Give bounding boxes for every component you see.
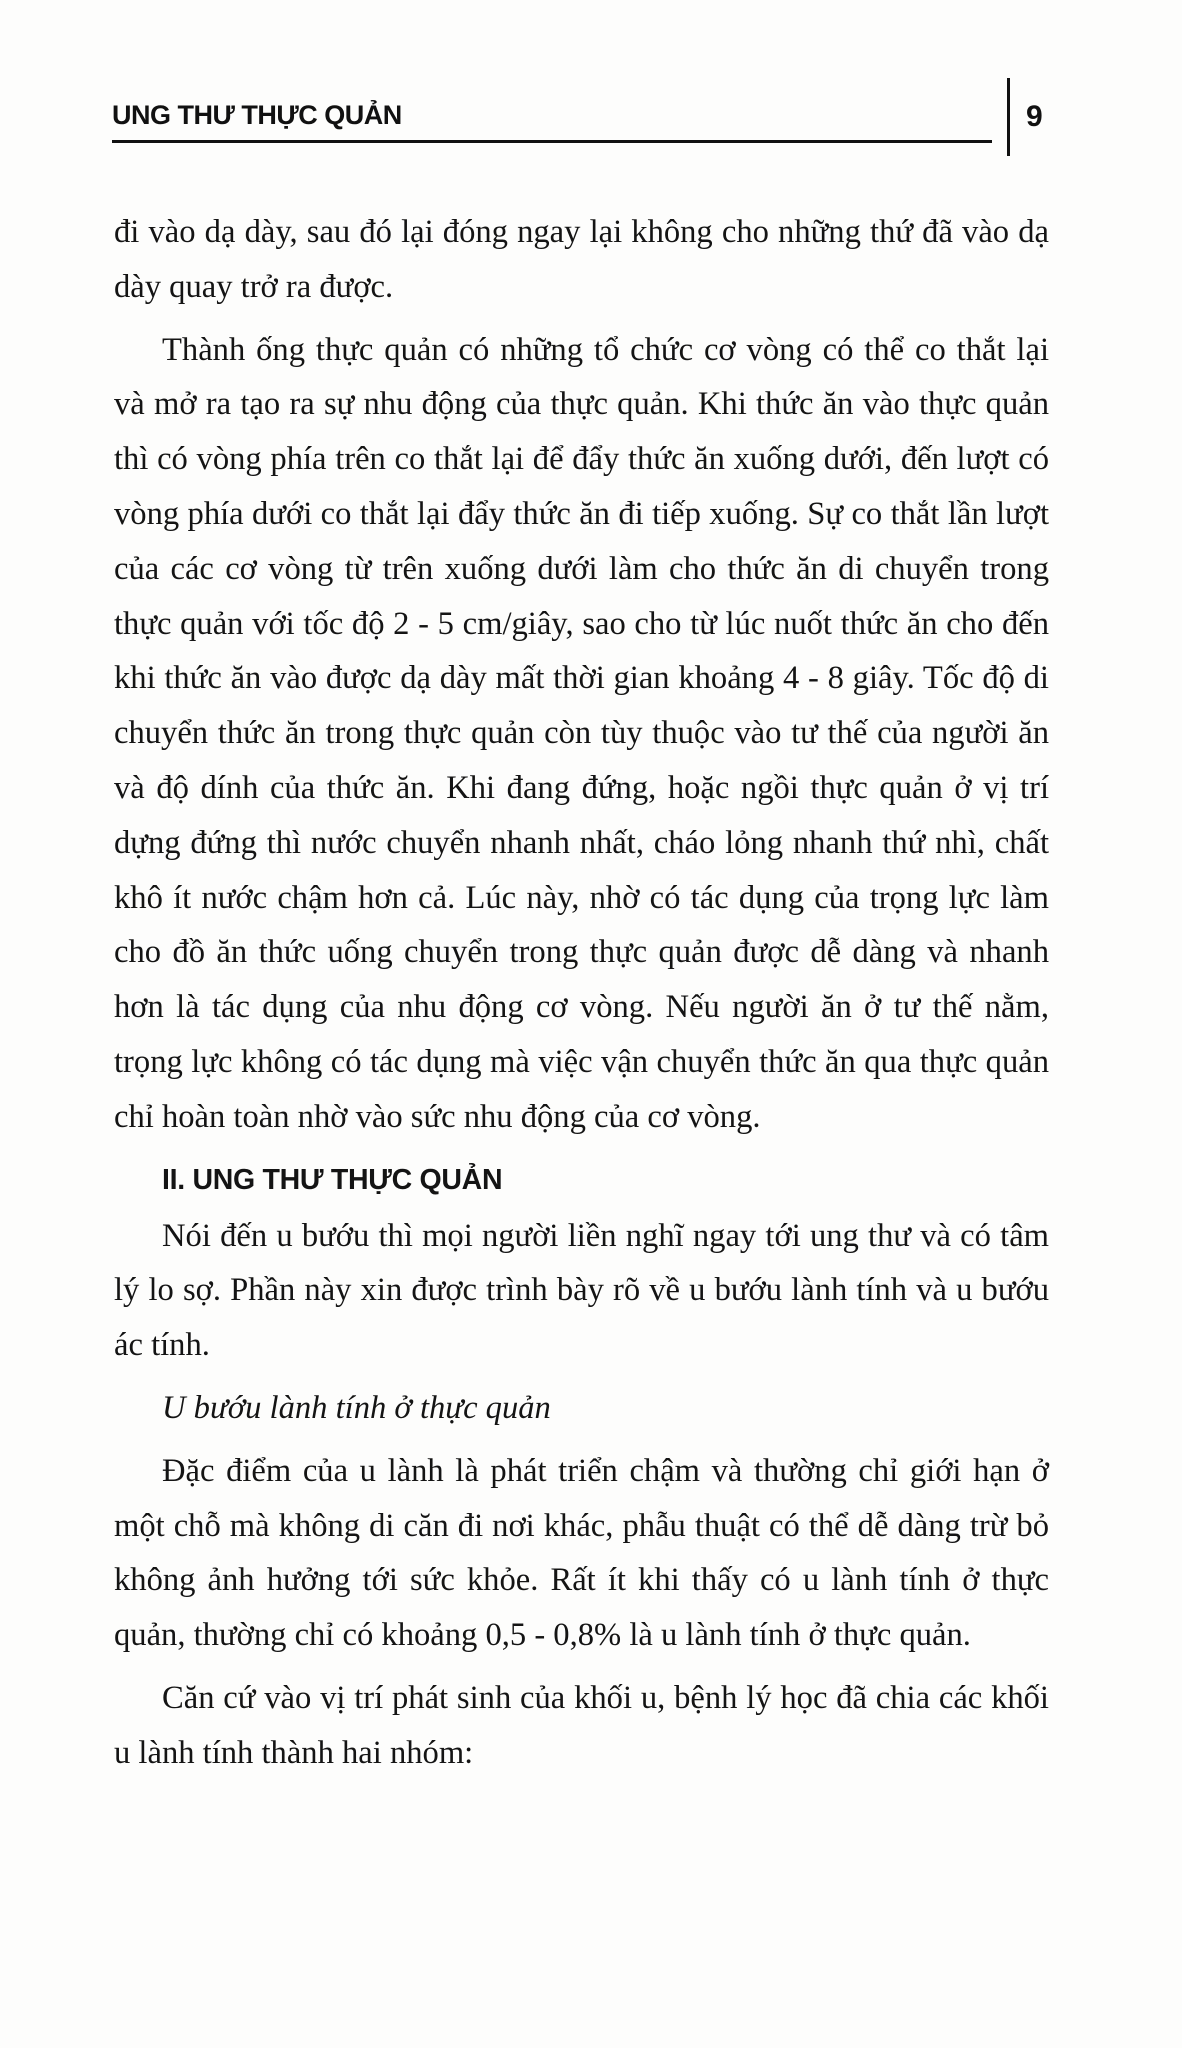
paragraph-classification: Căn cứ vào vị trí phát sinh của khối u, bệnh lý học đã chia các khối u lành tính thành hai nhóm: (114, 1679, 1049, 1771)
paragraph-benign-characteristics: Đặc điểm của u lành là phát triển chậm và thường chỉ giới hạn ở một chỗ mà không di căn đi nơi khác, phẫu thuật có thể dễ dàng trừ bỏ không ảnh hưởng tới sức khỏe. Rất ít khi thấy có u lành tính ở thực quản, thường chỉ có khoảng 0,5 - 0,8% là u lành tính ở thực quản. (114, 1452, 1049, 1654)
paragraph-esophagus-peristalsis: Thành ống thực quản có những tổ chức cơ vòng có thể co thắt lại và mở ra tạo ra sự nhu động của thực quản. Khi thức ăn vào thực quản thì có vòng phía trên co thắt lại để đẩy thức ăn xuống dưới, đến lượt có vòng phía dưới co thắt lại đẩy thức ăn đi tiếp xuống. Sự co thắt lần lượt của các cơ vòng từ trên xuống dưới làm cho thức ăn di chuyển trong thực quản với tốc độ 2 - 5 cm/giây, sao cho từ lúc nuốt thức ăn cho đến khi thức ăn vào được dạ dày mất thời gian khoảng 4 - 8 giây. Tốc độ di chuyển thức ăn trong thực quản còn tùy thuộc vào tư thế của người ăn và độ dính của thức ăn. Khi đang đứng, hoặc ngồi thực quản ở vị trí dựng đứng thì nước chuyển nhanh nhất, cháo lỏng nhanh thứ nhì, chất khô ít nước chậm hơn cả. Lúc này, nhờ có tác dụng của trọng lực làm cho đồ ăn thức uống chuyển trong thực quản được dễ dàng và nhanh hơn là tác dụng của nhu động cơ vòng. Nếu người ăn ở tư thế nằm, trọng lực không có tác dụng mà việc vận chuyển thức ăn qua thực quản chỉ hoàn toàn nhờ vào sức nhu động của cơ vòng. (114, 331, 1049, 1135)
page-number: 9 (1026, 100, 1043, 133)
header-divider (1007, 78, 1010, 156)
paragraph-tumor-intro: Nói đến u bướu thì mọi người liền nghĩ ngay tới ung thư và có tâm lý lo sợ. Phần này xin được trình bày rõ về u bướu lành tính và u bướu ác tính. (114, 1217, 1049, 1364)
section-heading: II. UNG THƯ THỰC QUẢN (162, 1163, 503, 1196)
subheading-benign-tumor: U bướu lành tính ở thực quản (162, 1389, 551, 1426)
page-body (114, 205, 1049, 1781)
paragraph-continued: đi vào dạ dày, sau đó lại đóng ngay lại không cho những thứ đã vào dạ dày quay trở ra được. (114, 214, 1049, 305)
running-header (112, 96, 992, 143)
running-title: UNG THƯ THỰC QUẢN (112, 100, 402, 130)
